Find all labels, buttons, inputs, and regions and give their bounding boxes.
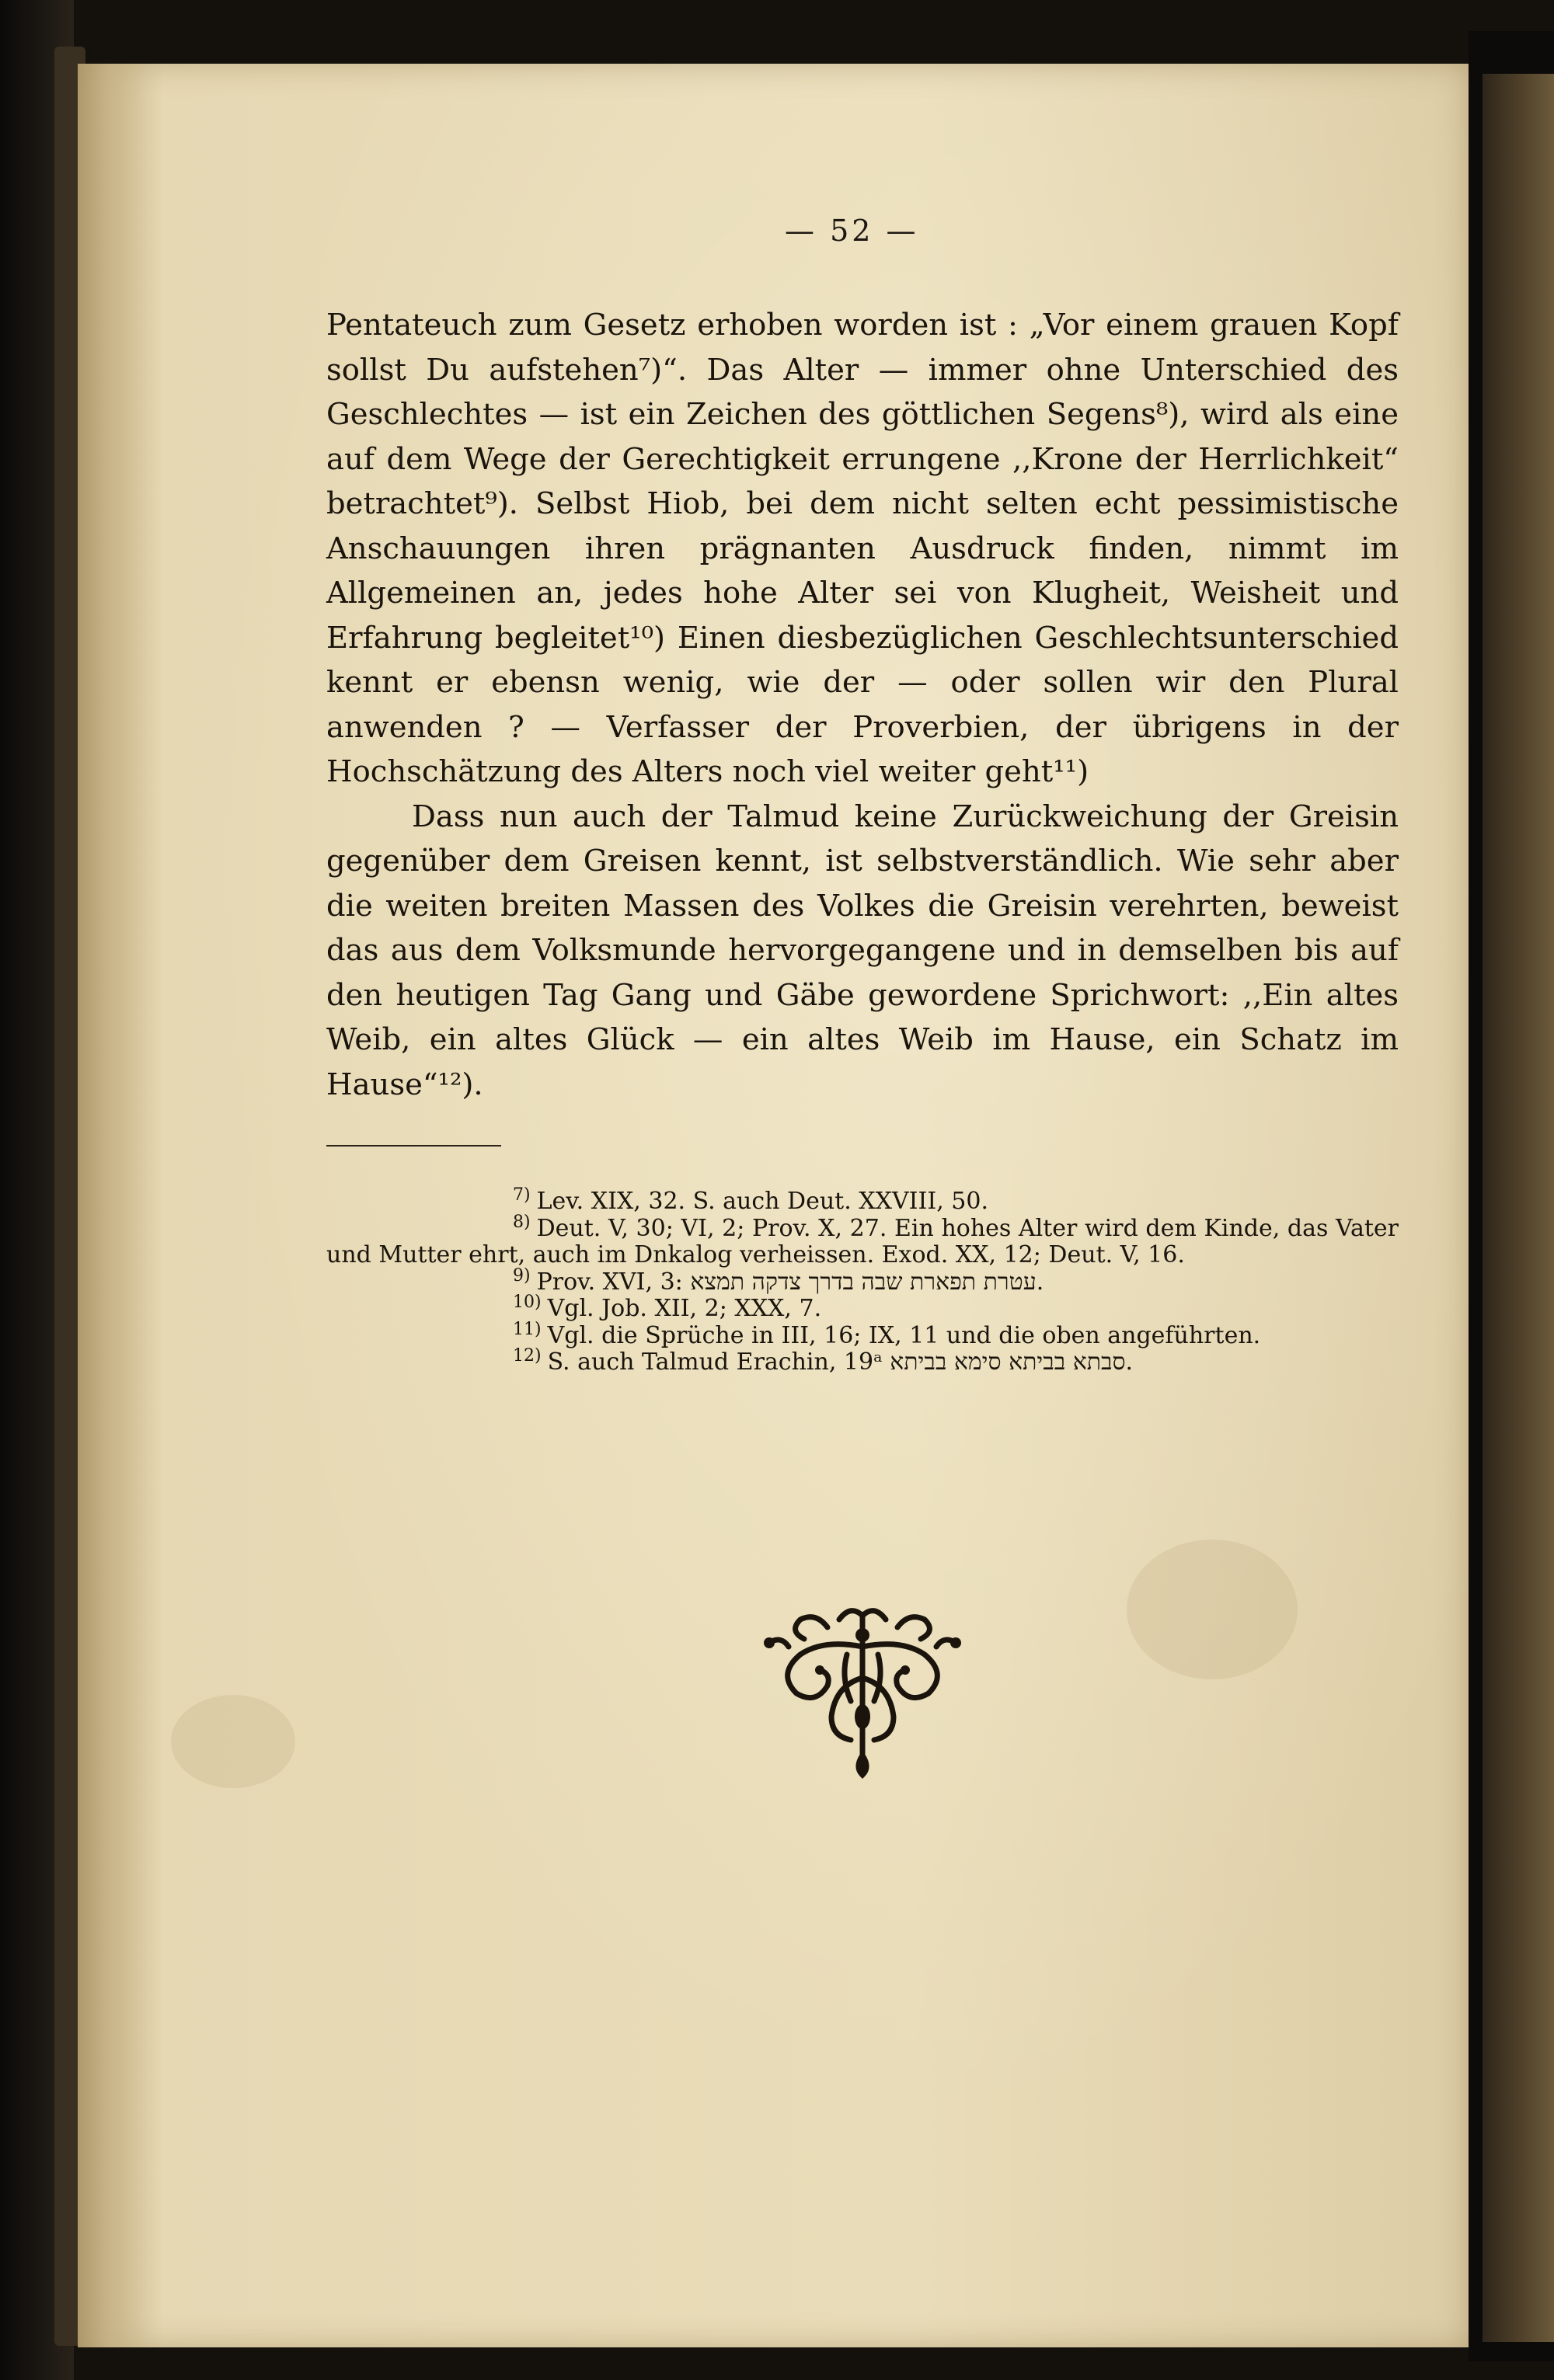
paragraph: Dass nun auch der Talmud keine Zurückweichung der Greisin gegenüber dem Greisen kennt, ist selbstverständlich. Wie sehr aber die weiten breiten Massen des Volkes die Greisin verehrten, beweist das aus dem Volksmunde hervorgegangene und in demselben bis auf den heutigen Tag Gang und Gäbe gewordene Sprichwort: ,,Ein altes Weib, ein altes Glück — ein altes Weib im Hause, ein Schatz im Hause“¹²).: [326, 799, 1399, 1102]
paper-stain: [1127, 1540, 1298, 1679]
footnote-text: Lev. XIX, 32. S. auch Deut. XXVIII, 50.: [536, 1188, 989, 1215]
page-gutter: [78, 64, 163, 2347]
footnote: 9) Prov. XVI, 3: עטרת תפארת שבה בדרך צדקה תמצא.: [513, 1265, 1044, 1296]
footnotes: [326, 1185, 1399, 1376]
next-page-edge: [1483, 74, 1554, 2342]
body-text: [326, 303, 1399, 1107]
page-number: — 52 —: [785, 214, 919, 248]
paper-stain: [171, 1695, 295, 1788]
footnote-text: Vgl. Job. XII, 2; XXX, 7.: [547, 1295, 822, 1322]
footnote: 8) Deut. V, 30; VI, 2; Prov. X, 27. Ein hohes Alter wird dem Kinde, das Vater und Mutter ehrt, auch im Dnkalog verheissen. Exod. XX, 12; Deut. V, 16.: [326, 1212, 1399, 1268]
footnote: 7) Lev. XIX, 32. S. auch Deut. XXVIII, 50.: [513, 1185, 989, 1215]
footnote: 12) S. auch Talmud Erachin, 19ᵃ סבתא בביתא סימא בביתא.: [513, 1346, 1134, 1376]
footnote: 10) Vgl. Job. XII, 2; XXX, 7.: [513, 1293, 822, 1322]
floral-vignette-icon: [754, 1600, 971, 1779]
footnote-rule: [326, 1145, 501, 1147]
footnote-text: Prov. XVI, 3: עטרת תפארת שבה בדרך צדקה תמצא.: [536, 1268, 1044, 1296]
footnote-text: Vgl. die Sprüche in III, 16; IX, 11 und die oben angeführten.: [547, 1321, 1261, 1349]
footnote-text: Deut. V, 30; VI, 2; Prov. X, 27. Ein hohes Alter wird dem Kinde, das Vater und Mutter ehrt, auch im Dnkalog verheissen. Exod. XX, 12; Deut. V, 16.: [326, 1214, 1399, 1268]
paragraph: Pentateuch zum Gesetz erhoben worden ist : „Vor einem grauen Kopf sollst Du aufstehen⁷)“. Das Alter — immer ohne Unterschied des Geschlechtes — ist ein Zeichen des göttlichen Segens⁸), wird als eine auf dem Wege der Gerechtigkeit errungene ,,Krone der Herrlichkeit“ betrachtet⁹). Selbst Hiob, bei dem nicht selten echt pessimistische Anschauungen ihren prägnanten Ausdruck finden, nimmt im Allgemeinen an, jedes hohe Alter sei von Klugheit, Weisheit und Erfahrung begleitet¹⁰) Einen diesbezüglichen Geschlechtsunterschied kennt er ebensn wenig, wie der — oder sollen wir den Plural anwenden ? — Verfasser der Proverbien, der übrigens in der Hochschätzung des Alters noch viel weiter geht¹¹): [326, 308, 1399, 789]
footnote-text: S. auch Talmud Erachin, 19ᵃ סבתא בביתא סימא בביתא.: [547, 1348, 1134, 1376]
footnote: 11) Vgl. die Sprüche in III, 16; IX, 11 und die oben angeführten.: [513, 1319, 1261, 1349]
